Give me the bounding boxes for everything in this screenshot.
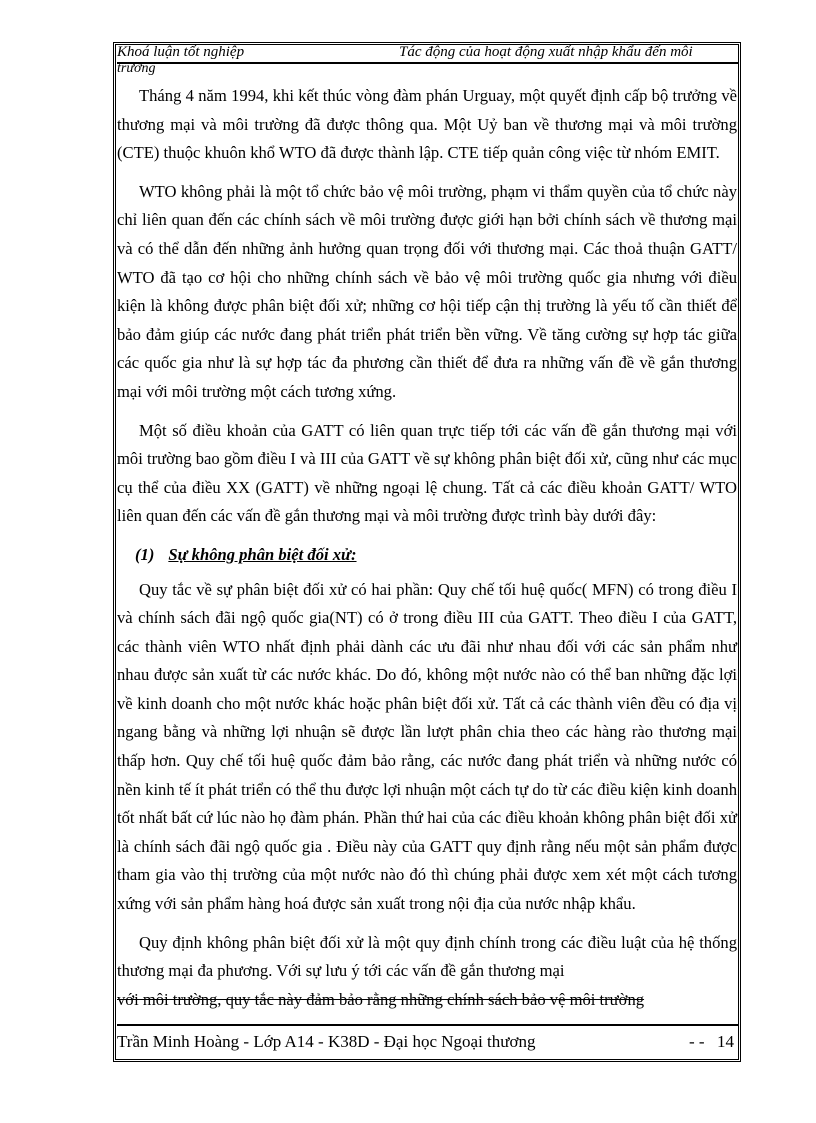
section-heading	[117, 541, 737, 570]
page-footer	[117, 1024, 739, 1056]
header-left-title: Khoá luận tốt nghiệp	[117, 44, 245, 60]
header-right-title: Tác động của hoạt động xuất nhập khẩu đến môi	[399, 44, 693, 60]
paragraph-5: Quy định không phân biệt đối xử là một quy định chính trong các điều luật của hệ thống thương mại đa phương. Với sự lưu ý tới các vấn đề gắn thương mại	[117, 932, 737, 981]
section-number: (1)	[135, 544, 155, 564]
page-header	[117, 44, 739, 64]
header-wrap-text: trường	[117, 61, 156, 76]
paragraph-2: WTO không phải là một tổ chức bảo vệ môi trường, phạm vi thẩm quyền của tổ chức này chỉ liên quan đến các chính sách về môi trường được giới hạn bởi chính sách về thương mại và có thể dẫn đến những ảnh hưởng quan trọng đối với thương mại. Các thoả thuận GATT/ WTO đã tạo cơ hội cho những chính sách về bảo vệ môi trường quốc gia nhưng với điều kiện là không được phân biệt đối xử; những cơ hội tiếp cận thị trường là yếu tố cần thiết để bảo đảm giúp các nước đang phát triển phát triển bền vững. Về tăng cường sự hợp tác giữa các quốc gia như là sự hợp tác đa phương cần thiết để đưa ra những vấn đề về gắn thương mại với môi trường một cách tương xứng.	[117, 181, 737, 401]
cut-off-line: với môi trường, quy tắc này đảm bảo rằng những chính sách bảo vệ môi trường	[117, 989, 645, 1009]
footer-dashes: - -	[689, 1032, 705, 1051]
paragraph-1: Tháng 4 năm 1994, khi kết thúc vòng đàm phán Urguay, một quyết định cấp bộ trưởng về thương mại và môi trường đã được thông qua. Một Uỷ ban về thương mại và môi trường (CTE) thuộc khuôn khổ WTO đã được thành lập. CTE tiếp quản công việc từ nhóm EMIT.	[117, 86, 737, 163]
paragraph-3: Một số điều khoản của GATT có liên quan trực tiếp tới các vấn đề gắn thương mại với môi trường bao gồm điều I và III của GATT về sự không phân biệt đối xử, cũng như các mục cụ thể của điều XX (GATT) về những ngoại lệ chung. Tất cả các điều khoản GATT/ WTO liên quan đến các vấn đề gắn thương mại và môi trường được trình bày dưới đây:	[117, 420, 737, 526]
section-title: Sự không phân biệt đối xử:	[168, 544, 357, 564]
paragraph-4: Quy tắc về sự phân biệt đối xử có hai phần: Quy chế tối huệ quốc( MFN) có trong điều I và chính sách đãi ngộ quốc gia(NT) có ở trong điều III của GATT. Theo điều I của GATT, các thành viên WTO nhất định phải dành các ưu đãi như nhau đối với các sản phẩm như nhau được sản xuất từ các nước khác. Do đó, không một nước nào có thể ban những đặc lợi về kinh doanh cho một nước khác hoặc phân biệt đối xử. Tất cả các thành viên đều có địa vị ngang bằng và những lợi nhuận sẽ được lần lượt phân chia theo các hàng rào thương mại thấp hơn. Quy chế tối huệ quốc đảm bảo rằng, các nước đang phát triển và những nước có nền kinh tế ít phát triển có thể thu được lợi nhuận một cách tự do từ các điều kiện kinh doanh tốt nhất bất cứ lúc nào họ đàm phán. Phần thứ hai của các điều khoản không phân biệt đối xử là chính sách đãi ngộ quốc gia . Điều này của GATT quy định rằng nếu một sản phẩm được tham gia vào thị trường của một nước nào đó thì chúng phải được xem xét một cách tương xứng với sản phẩm hàng hoá được sản xuất trong nội địa của nước nhập khẩu.	[117, 579, 737, 914]
document-body	[117, 82, 737, 1024]
footer-author: Trần Minh Hoàng - Lớp A14 - K38D - Đại học Ngoại thương	[117, 1032, 536, 1051]
page-number: 14	[717, 1032, 734, 1051]
